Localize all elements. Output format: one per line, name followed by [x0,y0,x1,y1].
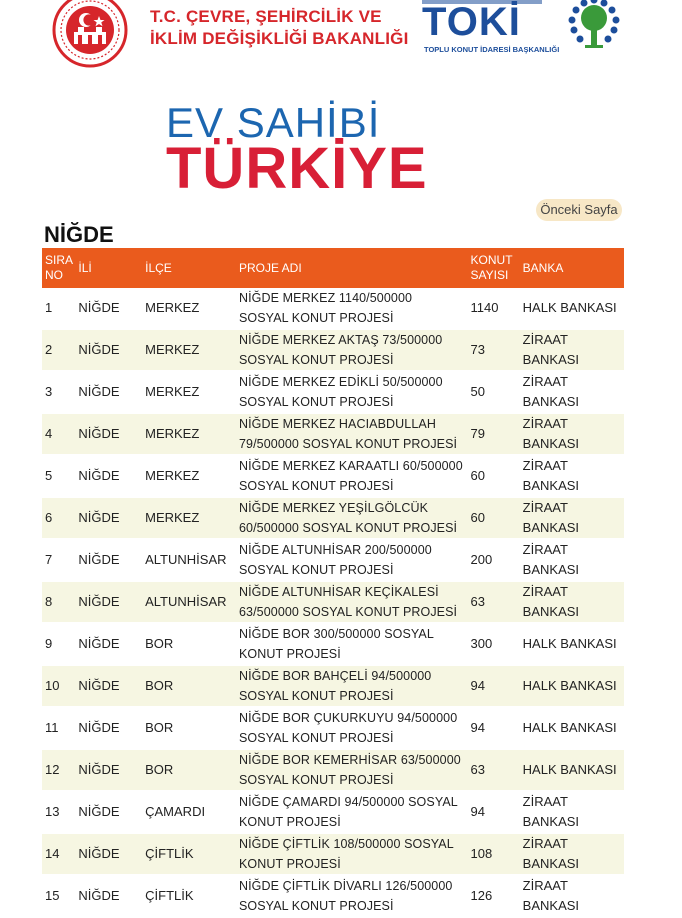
cell-no: 10 [42,665,75,707]
cell-konut: 94 [468,791,520,833]
cell-no: 12 [42,749,75,791]
cell-konut: 63 [468,581,520,623]
cell-il: NİĞDE [75,329,142,371]
cell-banka: ZİRAAT BANKASI [520,791,624,833]
tree-emblem-icon [558,0,630,58]
cell-ilce: BOR [142,665,236,707]
table-row [42,371,624,413]
cell-ilce: BOR [142,707,236,749]
cell-ilce: BOR [142,623,236,665]
cell-banka: HALK BANKASI [520,288,624,329]
cell-ilce: ÇİFTLİK [142,875,236,917]
cell-proje: NİĞDE BOR KEMERHİSAR 63/500000 SOSYAL KONUT PROJESİ [236,749,468,791]
city-title: NİĞDE [44,222,114,247]
cell-proje: NİĞDE BOR ÇUKURKUYU 94/500000 SOSYAL KONUT PROJESİ [236,707,468,749]
campaign-line1: EV SAHİBİ [166,99,381,146]
cell-proje: NİĞDE MERKEZ KARAATLI 60/500000 SOSYAL KONUT PROJESİ [236,455,468,497]
cell-il: NİĞDE [75,749,142,791]
cell-ilce: MERKEZ [142,288,236,329]
cell-ilce: MERKEZ [142,371,236,413]
cell-proje: NİĞDE BOR 300/500000 SOSYAL KONUT PROJESİ [236,623,468,665]
table-row [42,833,624,875]
cell-banka: ZİRAAT BANKASI [520,833,624,875]
cell-proje: NİĞDE MERKEZ YEŞİLGÖLCÜK 60/500000 SOSYAL KONUT PROJESİ [236,497,468,539]
cell-konut: 63 [468,749,520,791]
cell-il: NİĞDE [75,455,142,497]
cell-il: NİĞDE [75,497,142,539]
cell-no: 5 [42,455,75,497]
cell-proje: NİĞDE MERKEZ 1140/500000 SOSYAL KONUT PROJESİ [236,288,468,329]
cell-banka: ZİRAAT BANKASI [520,875,624,917]
cell-ilce: MERKEZ [142,413,236,455]
cell-no: 1 [42,288,75,329]
table-row [42,329,624,371]
header-proje: PROJE ADI [236,248,468,288]
cell-konut: 108 [468,833,520,875]
cell-il: NİĞDE [75,791,142,833]
table-row [42,455,624,497]
header-konut-line2: SAYISI [470,268,509,282]
cell-no: 6 [42,497,75,539]
table-row [42,288,624,329]
cell-banka: HALK BANKASI [520,665,624,707]
cell-banka: ZİRAAT BANKASI [520,329,624,371]
cell-ilce: ALTUNHİSAR [142,539,236,581]
cell-proje: NİĞDE MERKEZ HACIABDULLAH 79/500000 SOSYAL KONUT PROJESİ [236,413,468,455]
table-row [42,749,624,791]
table-row [42,665,624,707]
cell-banka: ZİRAAT BANKASI [520,371,624,413]
cell-no: 8 [42,581,75,623]
cell-no: 2 [42,329,75,371]
cell-konut: 79 [468,413,520,455]
cell-il: NİĞDE [75,665,142,707]
cell-ilce: ÇAMARDI [142,791,236,833]
table-header-row [42,248,624,288]
cell-proje: NİĞDE ÇİFTLİK DİVARLI 126/500000 SOSYAL KONUT PROJESİ [236,875,468,917]
cell-no: 7 [42,539,75,581]
cell-no: 15 [42,875,75,917]
cell-ilce: ÇİFTLİK [142,833,236,875]
cell-konut: 60 [468,455,520,497]
cell-no: 13 [42,791,75,833]
cell-ilce: MERKEZ [142,497,236,539]
cell-konut: 200 [468,539,520,581]
cell-il: NİĞDE [75,581,142,623]
ministry-name-line2: İKLİM DEĞİŞİKLİĞİ BAKANLIĞI [150,29,409,48]
header-il: İLİ [75,248,142,288]
table-row [42,707,624,749]
cell-banka: ZİRAAT BANKASI [520,455,624,497]
table-row [42,497,624,539]
cell-ilce: MERKEZ [142,455,236,497]
cell-konut: 73 [468,329,520,371]
cell-banka: HALK BANKASI [520,707,624,749]
cell-il: NİĞDE [75,623,142,665]
header-konut-line1: KONUT [470,253,513,267]
cell-ilce: ALTUNHİSAR [142,581,236,623]
header-konut [468,248,520,288]
cell-banka: ZİRAAT BANKASI [520,497,624,539]
toki-subtitle: TOPLU KONUT İDARESİ BAŞKANLIĞI [424,45,560,54]
table-row [42,623,624,665]
cell-no: 4 [42,413,75,455]
cell-banka: ZİRAAT BANKASI [520,413,624,455]
campaign-line2: TÜRKİYE [166,136,428,201]
cell-no: 11 [42,707,75,749]
cell-il: NİĞDE [75,875,142,917]
cell-il: NİĞDE [75,539,142,581]
table-row [42,539,624,581]
cell-ilce: BOR [142,749,236,791]
cell-konut: 60 [468,497,520,539]
cell-konut: 300 [468,623,520,665]
cell-konut: 1140 [468,288,520,329]
cell-banka: HALK BANKASI [520,749,624,791]
cell-il: NİĞDE [75,371,142,413]
previous-page-button[interactable]: Önceki Sayfa [536,199,622,221]
header-banka: BANKA [520,248,624,288]
ministry-name [150,6,409,50]
table-row [42,413,624,455]
cell-il: NİĞDE [75,288,142,329]
header-no-line1: SIRA [45,253,74,267]
cell-proje: NİĞDE ALTUNHİSAR KEÇİKALESİ 63/500000 SOSYAL KONUT PROJESİ [236,581,468,623]
header-no [42,248,75,288]
cell-banka: ZİRAAT BANKASI [520,539,624,581]
cell-konut: 126 [468,875,520,917]
header-ilce: İLÇE [142,248,236,288]
table-row [42,875,624,917]
cell-il: NİĞDE [75,707,142,749]
cell-proje: NİĞDE ALTUNHİSAR 200/500000 SOSYAL KONUT PROJESİ [236,539,468,581]
cell-proje: NİĞDE BOR BAHÇELİ 94/500000 SOSYAL KONUT PROJESİ [236,665,468,707]
cell-proje: NİĞDE ÇİFTLİK 108/500000 SOSYAL KONUT PROJESİ [236,833,468,875]
table-row [42,581,624,623]
cell-no: 9 [42,623,75,665]
ministry-name-line1: T.C. ÇEVRE, ŞEHİRCİLİK VE [150,7,382,26]
toki-logo [422,0,560,58]
cell-proje: NİĞDE MERKEZ AKTAŞ 73/500000 SOSYAL KONUT PROJESİ [236,329,468,371]
header-no-line2: NO [45,268,63,282]
cell-il: NİĞDE [75,413,142,455]
cell-no: 14 [42,833,75,875]
campaign-banner [0,80,682,201]
table-row [42,791,624,833]
cell-ilce: MERKEZ [142,329,236,371]
ministry-seal-icon [44,0,140,74]
cell-banka: HALK BANKASI [520,623,624,665]
cell-konut: 50 [468,371,520,413]
cell-konut: 94 [468,707,520,749]
toki-wordmark: TOKİ [422,0,521,44]
cell-proje: NİĞDE MERKEZ EDİKLİ 50/500000 SOSYAL KONUT PROJESİ [236,371,468,413]
cell-konut: 94 [468,665,520,707]
cell-proje: NİĞDE ÇAMARDI 94/500000 SOSYAL KONUT PROJESİ [236,791,468,833]
header [0,0,682,80]
cell-il: NİĞDE [75,833,142,875]
cell-no: 3 [42,371,75,413]
projects-table [42,248,624,918]
cell-banka: ZİRAAT BANKASI [520,581,624,623]
